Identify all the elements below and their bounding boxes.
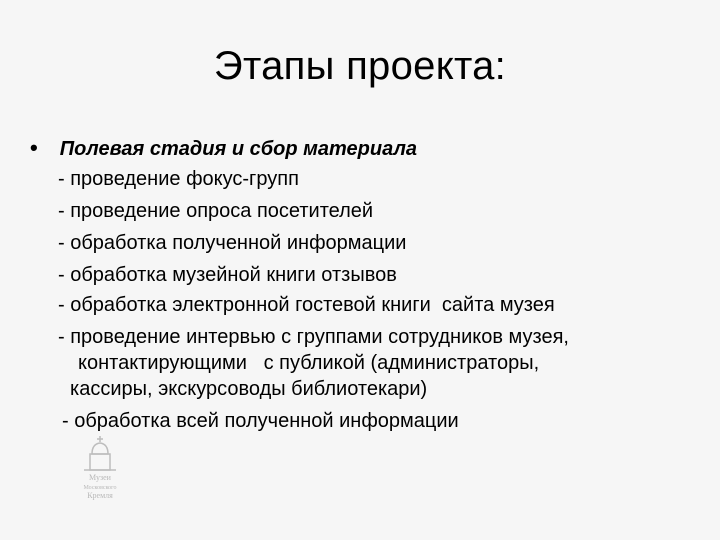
list-item: - обработка музейной книги отзывов [58,264,397,286]
list-item: - проведение опроса посетителей [58,200,374,222]
list-item: - проведение фокус-групп [58,168,299,190]
list-item-continuation: кассиры, экскурсоводы библиотекари) [70,378,428,400]
list-item: - обработка полученной информации [58,232,407,254]
bullet-heading [30,135,417,161]
slide-title: Этапы проекта: [213,44,507,88]
bullet-text: Полевая стадия и сбор материала [59,138,418,160]
logo-text-line: Московского [83,485,117,491]
list-item-continuation: контактирующими с публикой (администраторы, [78,352,540,374]
list-item: - обработка всей полученной информации [62,410,459,432]
logo-text-line: Музеи [89,473,111,482]
logo-text-line: Кремля [87,491,113,500]
kremlin-museum-logo-icon [70,432,130,502]
list-item: - обработка электронной гостевой книги сайта музея [58,294,555,316]
bullet-dot: • [30,135,38,160]
list-item: - проведение интервью с группами сотрудников музея, [58,326,569,348]
